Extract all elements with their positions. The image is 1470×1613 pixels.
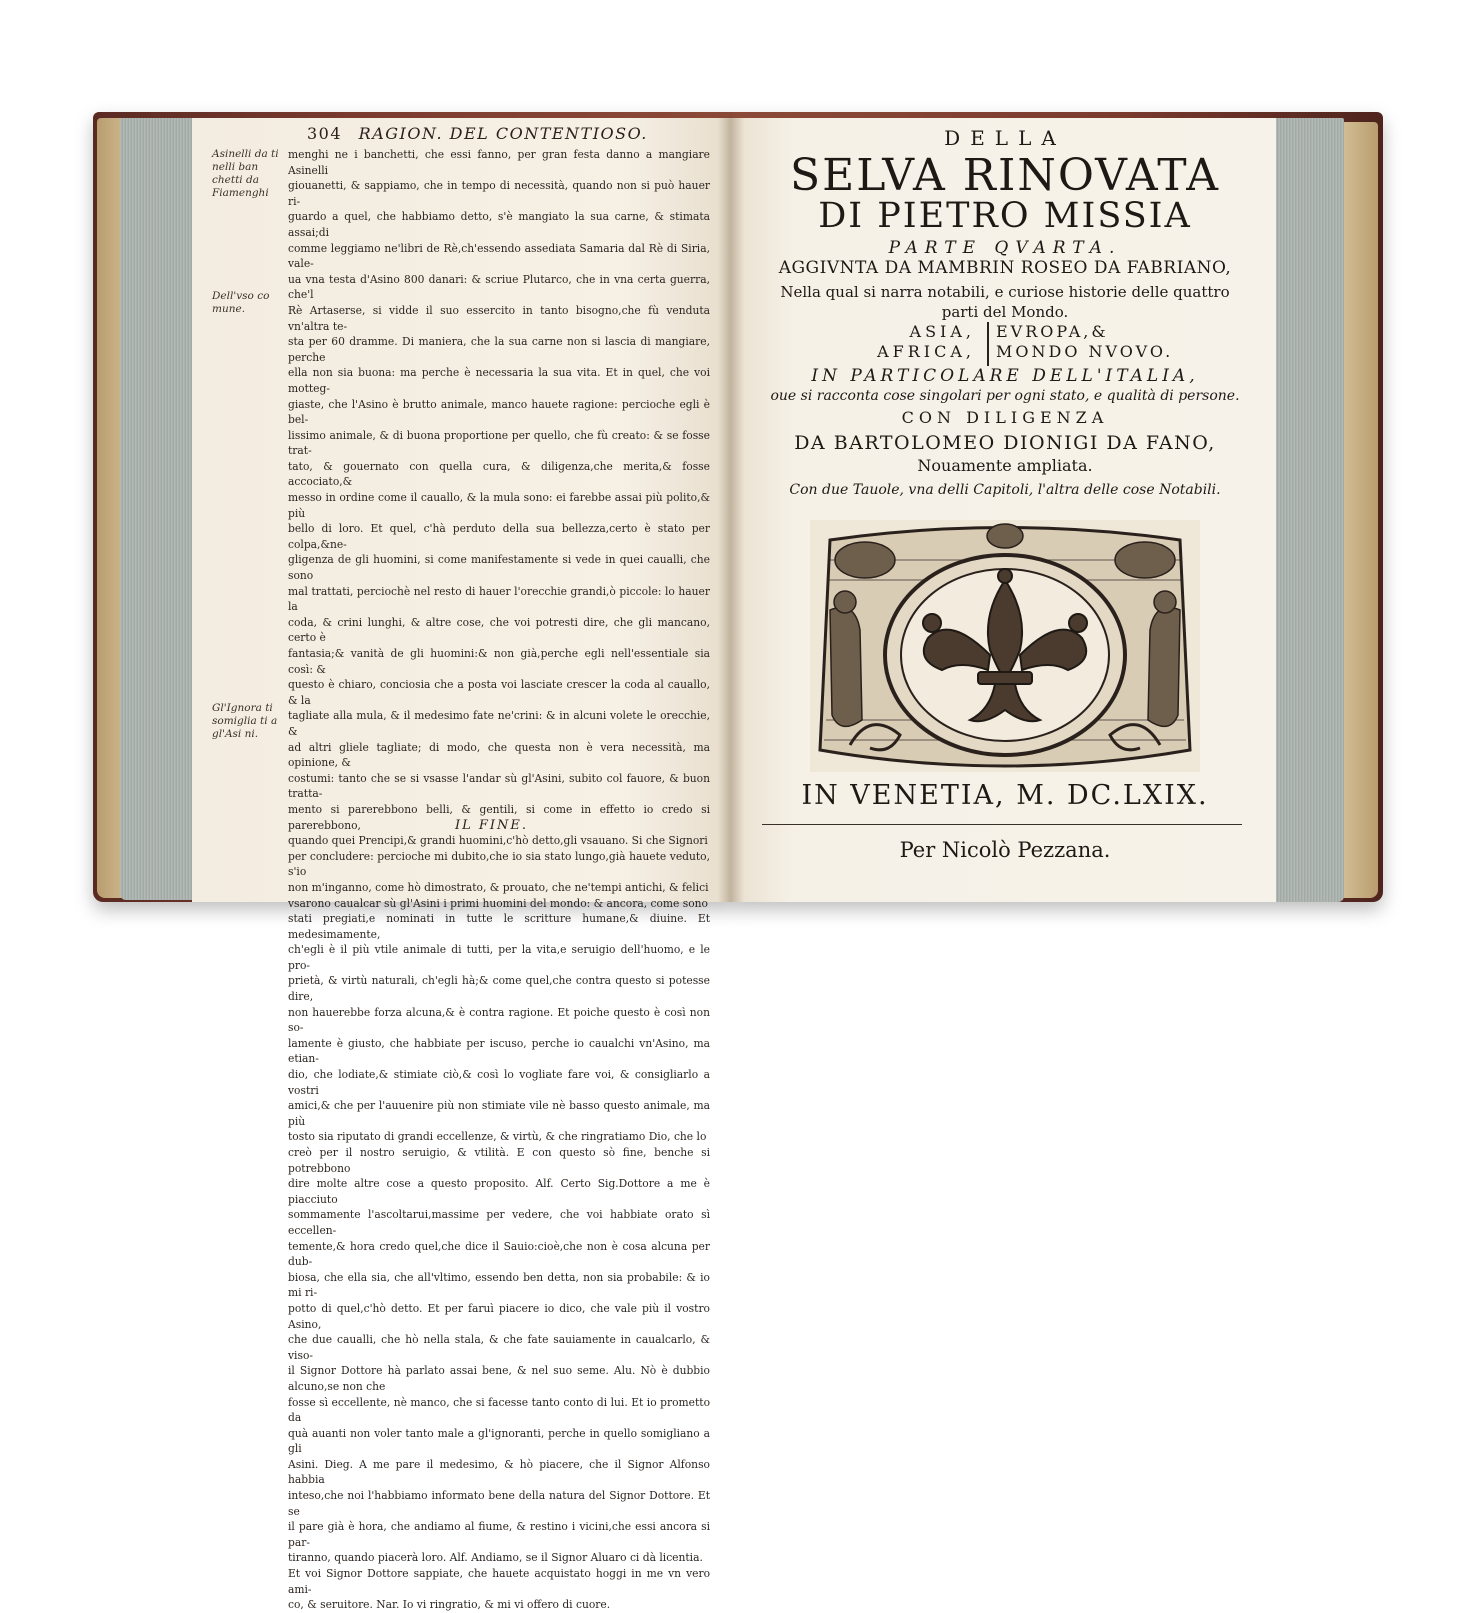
body-line: quà auanti non voler tanto male a gl'ignoranti, perche in quello somigliano a gli xyxy=(288,1426,710,1456)
title-line-description: Nella qual si narra notabili, e curiose historie delle quattro xyxy=(780,283,1230,301)
body-line: costumi: tanto che se si vsasse l'andar sù gl'Asini, subito col fauore, & buon tratta- xyxy=(288,771,710,801)
continent-new-world: MONDO NVOVO. xyxy=(996,342,1174,361)
page-number: 304 xyxy=(307,124,343,143)
body-line: amici,& che per l'auuenire più non stimiate vile nè basso questo animale, ma più xyxy=(288,1099,710,1128)
title-line-italy: IN PARTICOLARE DELL'ITALIA, xyxy=(811,366,1199,386)
body-line: ch'egli è il più vtile animale di tutti, per la vita,e seruigio dell'huomo, e le pro- xyxy=(288,943,710,972)
body-line: fosse sì eccellente, nè manco, che si facesse tanto conto di lui. Et io prometto da xyxy=(288,1395,710,1425)
body-line: questo è chiaro, conciosia che a posta voi lasciate crescer la coda al cauallo, & la xyxy=(288,678,710,707)
imprint-rule xyxy=(762,824,1242,825)
title-line-editor: DA BARTOLOMEO DIONIGI DA FANO, xyxy=(794,432,1216,454)
title-line-diligence: CON DILIGENZA xyxy=(901,408,1109,427)
body-line: biosa, che ella sia, che all'vltimo, essendo ben detta, non sia probabile: & io mi ri- xyxy=(288,1270,710,1300)
body-line: co, & seruitore. Nar. Io vi ringratio, & mi vi offero di cuore. xyxy=(288,1598,611,1612)
body-line: creò per il nostro seruigio, & vtilità. E con questo sò fine, benche si potrebbono xyxy=(288,1146,710,1175)
running-title: RAGION. DEL CONTENTIOSO. xyxy=(358,124,648,143)
continents-left xyxy=(845,322,975,362)
margin-note: Asinelli da ti nelli ban chetti da Fiamenghi xyxy=(212,148,279,199)
title-line-della: DELLA xyxy=(944,126,1066,150)
body-line: messo in ordine come il cauallo, & la mula sono: ei farebbe assai più polito,& più xyxy=(288,491,710,520)
title-line-author: DI PIETRO MISSIA xyxy=(818,196,1192,236)
body-line: lissimo animale, & di buona proportione per quello, che fù creato: & se fosse trat- xyxy=(288,428,710,458)
body-line: stati pregiati,e nominati in tutte le scritture humane,& diuine. Et medesimamente, xyxy=(288,912,710,941)
body-line: gligenza de gli huomini, si come manifestamente si vede in quei caualli, che sono xyxy=(288,553,710,583)
body-line: ad altri gliele tagliate; di modo, che questa non è vera necessità, ma opinione, & xyxy=(288,740,710,770)
body-line: Rè Artaserse, si vidde il suo essercito in tanto bisogno,che fù venduta vn'altra te- xyxy=(288,303,710,333)
title-line-description-2: parti del Mondo. xyxy=(941,303,1069,321)
body-line: dire molte altre cose a questo proposito. Alf. Certo Sig.Dottore a me è piacciuto xyxy=(288,1177,710,1206)
body-line: fantasia;& vanità de gli huomini:& non già,perche egli nell'essentiale sia così: & xyxy=(288,647,710,676)
body-line: tiranno, quando piacerà loro. Alf. Andiamo, se il Signor Aluaro ci dà licentia. xyxy=(288,1551,703,1565)
body-line: prietà, & virtù naturali, ch'egli hà;& come quel,che contra questo si potesse dire, xyxy=(288,974,710,1004)
running-head xyxy=(307,124,707,143)
body-line: potto di quel,c'hò detto. Et per faruì piacere io dico, che vale più il vostro Asino, xyxy=(288,1301,710,1331)
body-line: lamente è giusto, che habbiate per iscuso, perche io caualchi vn'Asino, ma etian- xyxy=(288,1036,710,1066)
body-line: sta per 60 dramme. Di maniera, che la sua carne non si lascia di mangiare, perche xyxy=(288,335,710,364)
body-line: per concludere: percioche mi dubito,che io sia stato lungo,già hauete veduto, s'io xyxy=(288,849,710,879)
body-line: ua vna testa d'Asino 800 danari: & scriue Plutarco, che in vna certa guerra, che'l xyxy=(288,272,710,302)
body-line: temente,& hora credo quel,che dice il Sauio:cioè,che non è cosa alcuna per dub- xyxy=(288,1239,710,1269)
body-line: giaste, che l'Asino è brutto animale, manco hauete ragione: percioche egli è bel- xyxy=(288,397,710,427)
right-page-edges xyxy=(1268,118,1344,902)
body-line: Asini. Dieg. A me pare il medesimo, & hò piacere, che il Signor Alfonso habbia xyxy=(288,1457,710,1487)
title-line-tables: Con due Tauole, vna delli Capitoli, l'altra delle cose Notabili. xyxy=(789,482,1221,498)
title-line-subject: oue si racconta cose singolari per ogni stato, e qualità di persone. xyxy=(770,388,1240,404)
margin-note: Gl'Ignora ti somiglia ti a gl'Asi ni. xyxy=(212,702,278,740)
gutter-shadow xyxy=(718,118,744,902)
title-line-addition: AGGIVNTA DA MAMBRIN ROSEO DA FABRIANO, xyxy=(778,258,1232,278)
body-line: quando quei Prencipi,& grandi huomini,c'hò detto,gli vsauano. Si che Signori xyxy=(288,834,708,848)
continent-divider xyxy=(987,322,989,366)
body-line: il Signor Dottore hà parlato assai bene, & nel suo seme. Alu. Nò è dubbio alcuno,se non che xyxy=(288,1364,710,1393)
body-line: il pare già è hora, che andiamo al fiume, & restino i vicini,che essi ancora si par- xyxy=(288,1520,710,1549)
body-line: dio, che lodiate,& stimiate ciò,& così lo vogliate fare voi, & consigliarlo a vostri xyxy=(288,1068,710,1097)
continent-africa: AFRICA, xyxy=(877,342,975,361)
right-vellum-corner xyxy=(1338,122,1378,898)
body-line: guardo a quel, che habbiamo detto, s'è mangiato la sua carne, & stimata assai;di xyxy=(288,210,710,239)
title-line-selva: SELVA RINOVATA xyxy=(790,150,1220,201)
fleur-de-lis-woodcut-device xyxy=(810,520,1200,772)
left-page-edges xyxy=(120,118,200,900)
body-line: ella non sia buona: ma perche è necessaria la sua vita. Et in quel, che voi motteg- xyxy=(288,366,710,395)
body-line: tato, & gouernato con quella cura, & diligenza,che merita,& fosse accociato,& xyxy=(288,459,710,489)
body-line: comme leggiamo ne'libri de Rè,ch'essendo assediata Samaria dal Rè di Siria, vale- xyxy=(288,241,710,271)
body-line: sommamente l'ascoltarui,massime per vedere, che voi habbiate orato sì eccellen- xyxy=(288,1208,710,1237)
body-line: coda, & crini lunghi, & altre cose, che voi potresti dire, che gli mancano, certo è xyxy=(288,615,710,645)
body-line: non hauerebbe forza alcuna,& è contra ragione. Et poiche questo è così non so- xyxy=(288,1005,710,1035)
continent-asia: ASIA, xyxy=(909,322,975,341)
body-line: inteso,che noi l'habbiamo informato bene della natura del Signor Dottore. Et se xyxy=(288,1489,710,1518)
title-line-expanded: Nouamente ampliata. xyxy=(917,456,1093,475)
body-line: vsarono caualcar sù gl'Asini i primi huomini del mondo: & ancora, come sono xyxy=(288,896,708,910)
body-line: Et voi Signor Dottore sappiate, che hauete acquistato hoggi in me vn vero ami- xyxy=(288,1567,710,1596)
body-line: tagliate alla mula, & il medesimo fate ne'crini: & in alcuni volete le orecchie, & xyxy=(288,709,710,738)
title-line-part: PARTE QVARTA. xyxy=(888,238,1122,258)
margin-note: Dell'vso co mune. xyxy=(212,290,270,315)
body-line: mal trattati, perciochè nel resto di hauer l'orecchie grandi,ò piccole: lo hauer la xyxy=(288,584,710,614)
end-text: IL FINE. xyxy=(455,818,529,833)
body-line: bello di loro. Et quel, c'hà perduto della sua bellezza,certo è stato per colpa,&ne- xyxy=(288,522,710,551)
body-line: menghi ne i banchetti, che essi fanno, per gran festa danno a mangiare Asinelli xyxy=(288,148,710,177)
body-line: che due caualli, che hò nella stala, & che fate sauiamente in caualcarlo, & viso- xyxy=(288,1333,710,1362)
printer-name: Per Nicolò Pezzana. xyxy=(899,838,1111,862)
body-line: giouanetti, & sappiamo, che in tempo di necessità, quando non si può hauer ri- xyxy=(288,179,710,208)
imprint-place-date: IN VENETIA, M. DC.LXIX. xyxy=(801,780,1209,811)
continent-europe: EVROPA,& xyxy=(996,322,1109,341)
body-line: mento si parerebbono belli, & gentili, si come in effetto io credo si parerebbono, xyxy=(288,802,710,832)
continents-right xyxy=(996,322,1196,362)
body-line: tosto sia riputato di grandi eccellenze, & virtù, & che ringratiamo Dio, che lo xyxy=(288,1130,707,1144)
body-line: non m'inganno, come hò dimostrato, & prouato, che ne'tempi antichi, & felici xyxy=(288,880,709,894)
